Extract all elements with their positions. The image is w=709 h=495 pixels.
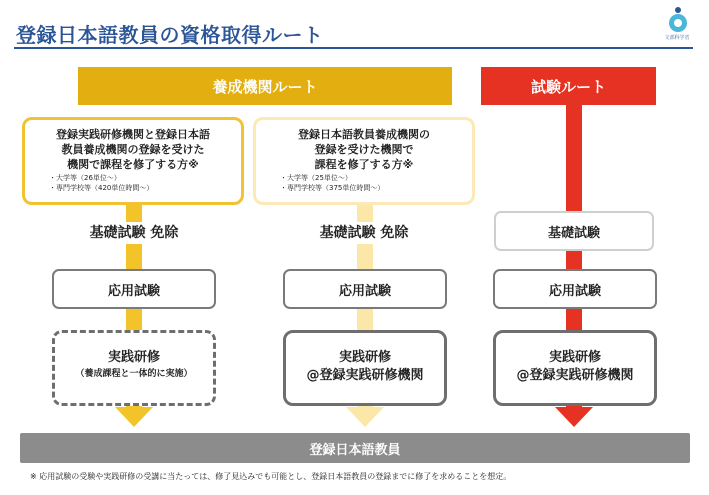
- route-b-line-2: 登録を受けた機関で: [314, 143, 414, 156]
- route-b-practice-place: @登録実践研修機関: [306, 368, 424, 383]
- route-c-practice-training-box: [493, 330, 657, 406]
- route-a-practice-title: 実践研修: [107, 350, 160, 365]
- route-b-line-3: 課程を修了する方※: [314, 158, 414, 171]
- title-underline: [14, 47, 693, 49]
- exam-route-header: 試験ルート: [481, 67, 656, 105]
- route-a-sub-2: ・専門学校等（420単位時間〜）: [49, 184, 154, 192]
- route-a-practice-training-box: [52, 330, 216, 406]
- route-b-arrowhead: [346, 407, 384, 427]
- route-b-applied-exam-box: 応用試験: [283, 269, 447, 309]
- training-institution-route-header: 養成機関ルート: [78, 67, 452, 105]
- route-a-line-1: 登録実践研修機関と登録日本語: [56, 128, 210, 141]
- route-b-line-1: 登録日本語教員養成機関の: [298, 128, 430, 141]
- route-b-basic-exam-exempt: 基礎試験 免除: [296, 222, 432, 244]
- route-c-basic-exam-box: 基礎試験: [494, 211, 654, 251]
- route-b-practice-training-box: [283, 330, 447, 406]
- route-c-practice-title: 実践研修: [548, 350, 601, 365]
- route-a-line-3: 機関で課程を修了する方※: [67, 158, 199, 171]
- route-c-practice-place: @登録実践研修機関: [516, 368, 634, 383]
- route-c-arrowhead: [555, 407, 593, 427]
- footnote: ※ 応用試験の受験や実践研修の受講に当たっては、修了見込みでも可能とし、登録日本語教員の登録までに修了を求めることを想定。: [30, 472, 512, 481]
- route-b-description-box: [253, 117, 475, 205]
- route-b-sub-2: ・専門学校等（375単位時間〜）: [280, 184, 385, 192]
- route-a-sub-1: ・大学等（26単位〜）: [49, 174, 121, 182]
- route-a-description-box: [22, 117, 244, 205]
- route-a-basic-exam-exempt: 基礎試験 免除: [66, 222, 202, 244]
- route-c-applied-exam-box: 応用試験: [493, 269, 657, 309]
- route-a-line-2: 教員養成機関の登録を受けた: [61, 143, 205, 156]
- logo-text: 文部科学省: [664, 35, 690, 41]
- route-b-sub-1: ・大学等（25単位〜）: [280, 174, 352, 182]
- route-a-applied-exam-box: 応用試験: [52, 269, 216, 309]
- route-b-practice-title: 実践研修: [338, 350, 391, 365]
- route-a-practice-note: （養成課程と一体的に実施）: [75, 369, 193, 379]
- route-a-arrowhead: [115, 407, 153, 427]
- registered-teacher-result-bar: 登録日本語教員: [20, 433, 690, 463]
- page-title: 登録日本語教員の資格取得ルート: [16, 23, 324, 47]
